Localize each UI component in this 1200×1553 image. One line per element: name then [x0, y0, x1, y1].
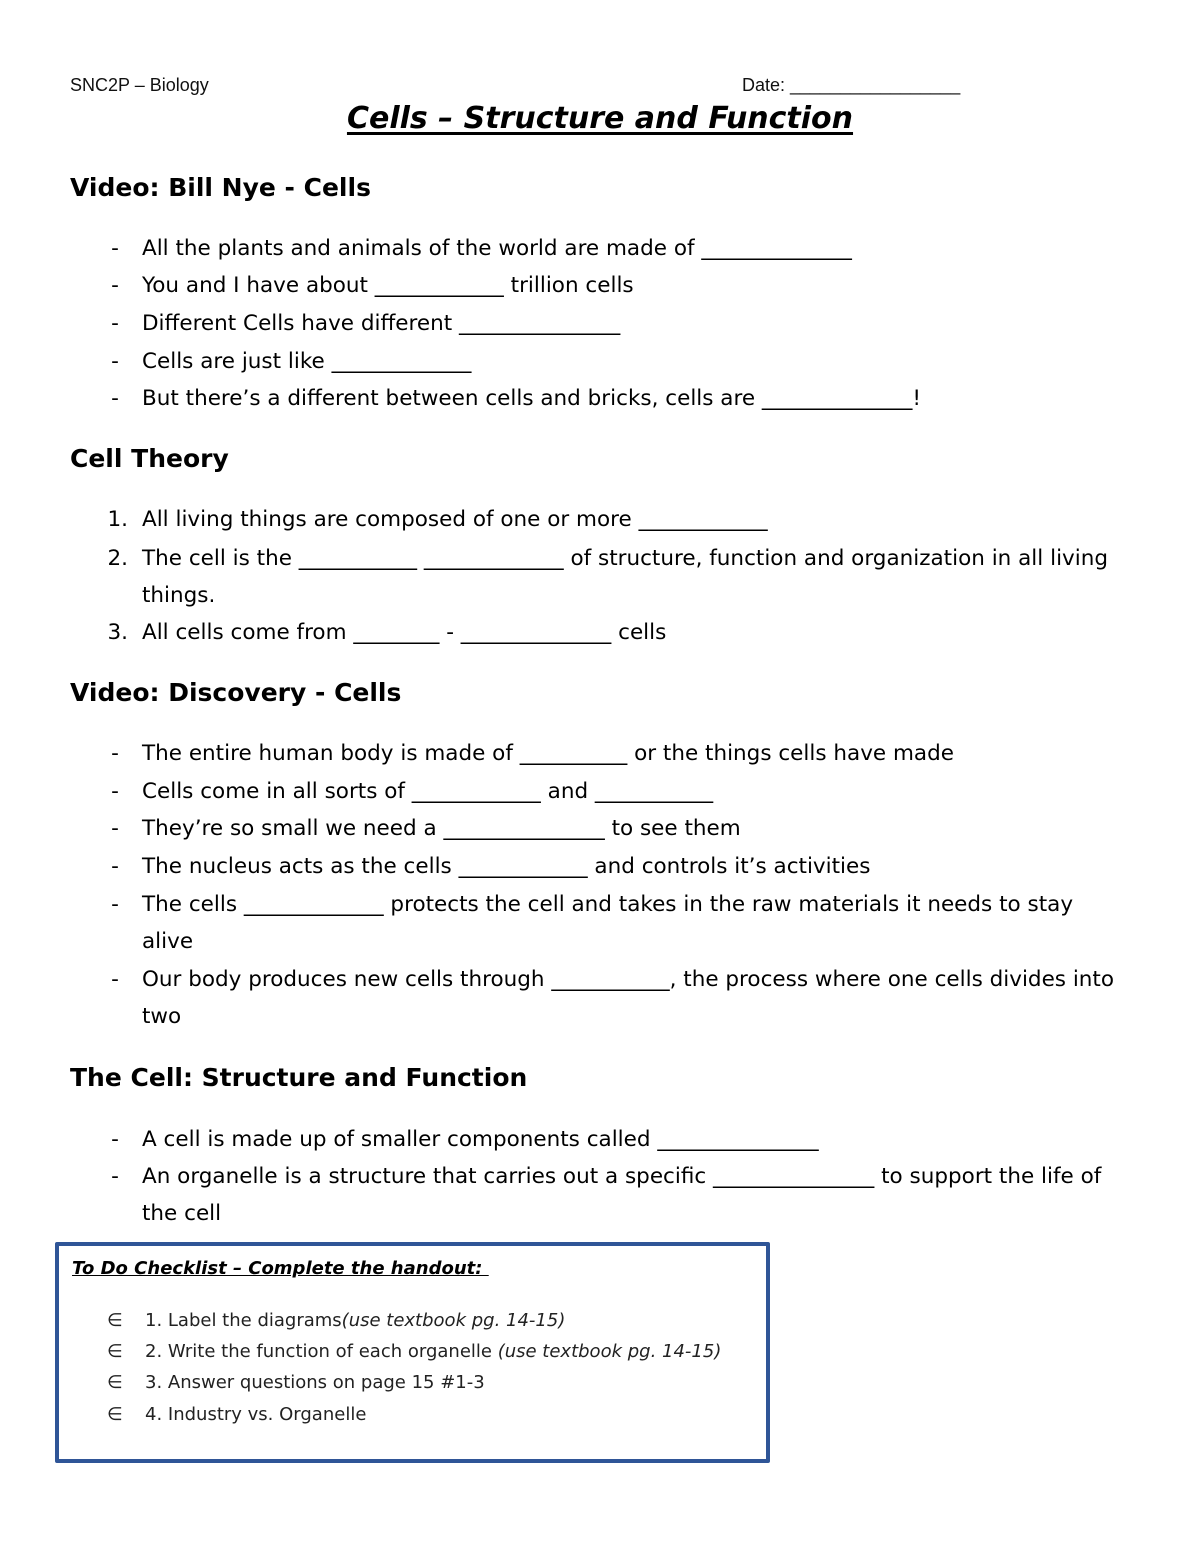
list-item	[100, 1121, 1130, 1158]
checkbox-icon[interactable]: ∈	[107, 1341, 123, 1362]
list-item	[100, 886, 1130, 960]
list-item-text: The nucleus acts as the cells ____________ and controls it’s activities	[142, 854, 871, 879]
dash-marker: -	[111, 779, 119, 804]
dash-marker: -	[111, 854, 119, 879]
dash-marker: -	[111, 273, 119, 298]
numbered-item	[100, 501, 1130, 538]
checkbox-icon[interactable]: ∈	[107, 1310, 123, 1331]
dash-marker: -	[111, 892, 119, 917]
page-title: Cells – Structure and Function	[346, 101, 854, 136]
list-item-text: They’re so small we need a _______________ to see them	[142, 816, 741, 841]
section-heading-discovery: Video: Discovery - Cells	[70, 678, 402, 707]
section-heading-cell-theory: Cell Theory	[70, 444, 229, 473]
dash-marker: -	[111, 967, 119, 992]
list-item-text: All living things are composed of one or more ____________	[142, 507, 768, 532]
list-item-text: All cells come from ________ - ______________ cells	[142, 620, 667, 645]
checklist-item-text: 2. Write the function of each organelle	[145, 1341, 498, 1362]
list-item-text: Different Cells have different _______________	[142, 311, 621, 336]
list-item-text: But there’s a different between cells and bricks, cells are ______________!	[142, 386, 922, 411]
list-item-text: An organelle is a structure that carries out a specific _______________ to support the life of the cell	[142, 1164, 1102, 1226]
list-item	[100, 343, 1130, 380]
list-item	[100, 267, 1130, 304]
dash-marker: -	[111, 1164, 119, 1189]
dash-marker: -	[111, 816, 119, 841]
dash-marker: -	[111, 349, 119, 374]
checklist-item[interactable]	[107, 1403, 366, 1426]
checklist-title: To Do Checklist – Complete the handout:	[72, 1258, 489, 1279]
list-item-text: Our body produces new cells through ___________, the process where one cells divides into two	[142, 967, 1115, 1029]
checkbox-icon[interactable]: ∈	[107, 1404, 123, 1425]
list-item-text: The cells _____________ protects the cell and takes in the raw materials it needs to stay alive	[142, 892, 1074, 954]
list-item	[100, 848, 1130, 885]
checkbox-icon[interactable]: ∈	[107, 1372, 123, 1393]
list-item	[100, 305, 1130, 342]
dash-marker: -	[111, 236, 119, 261]
checklist-item-text: 3. Answer questions on page 15 #1-3	[145, 1372, 485, 1393]
numbered-item	[100, 540, 1130, 614]
checklist-item[interactable]	[107, 1371, 485, 1394]
date-field: Date: _________________	[742, 75, 961, 95]
dash-marker: -	[111, 741, 119, 766]
checklist-item-text: 1. Label the diagrams	[145, 1310, 342, 1331]
list-item-text: You and I have about ____________ trillion cells	[142, 273, 634, 298]
list-item	[100, 1158, 1130, 1232]
list-item	[100, 961, 1130, 1035]
checklist-item[interactable]	[107, 1309, 565, 1332]
checklist-item-note: (use textbook pg. 14-15)	[341, 1310, 566, 1331]
course-label: SNC2P – Biology	[70, 75, 209, 95]
list-item-text: The cell is the ___________ _____________ of structure, function and organization in all living things.	[142, 546, 1109, 608]
dash-marker: -	[111, 1127, 119, 1152]
dash-marker: -	[111, 386, 119, 411]
section-heading-structure-function: The Cell: Structure and Function	[70, 1063, 528, 1092]
list-item-text: A cell is made up of smaller components called _______________	[142, 1127, 819, 1152]
number-marker: 3.	[107, 620, 128, 645]
list-item-text: All the plants and animals of the world are made of ______________	[142, 236, 852, 261]
list-item	[100, 773, 1130, 810]
section-heading-bill-nye: Video: Bill Nye - Cells	[70, 173, 371, 202]
checklist-item-text: 4. Industry vs. Organelle	[145, 1404, 367, 1425]
list-item	[100, 230, 1130, 267]
number-marker: 2.	[107, 546, 128, 571]
numbered-item	[100, 614, 1130, 651]
list-item	[100, 380, 1130, 417]
checklist-item-note: (use textbook pg. 14-15)	[497, 1341, 722, 1362]
list-item-text: Cells come in all sorts of ____________ and ___________	[142, 779, 714, 804]
dash-marker: -	[111, 311, 119, 336]
list-item-text: The entire human body is made of __________ or the things cells have made	[142, 741, 954, 766]
todo-checklist-box	[55, 1242, 770, 1463]
list-item	[100, 810, 1130, 847]
checklist-item[interactable]	[107, 1340, 721, 1363]
list-item	[100, 735, 1130, 772]
number-marker: 1.	[107, 507, 128, 532]
list-item-text: Cells are just like _____________	[142, 349, 472, 374]
